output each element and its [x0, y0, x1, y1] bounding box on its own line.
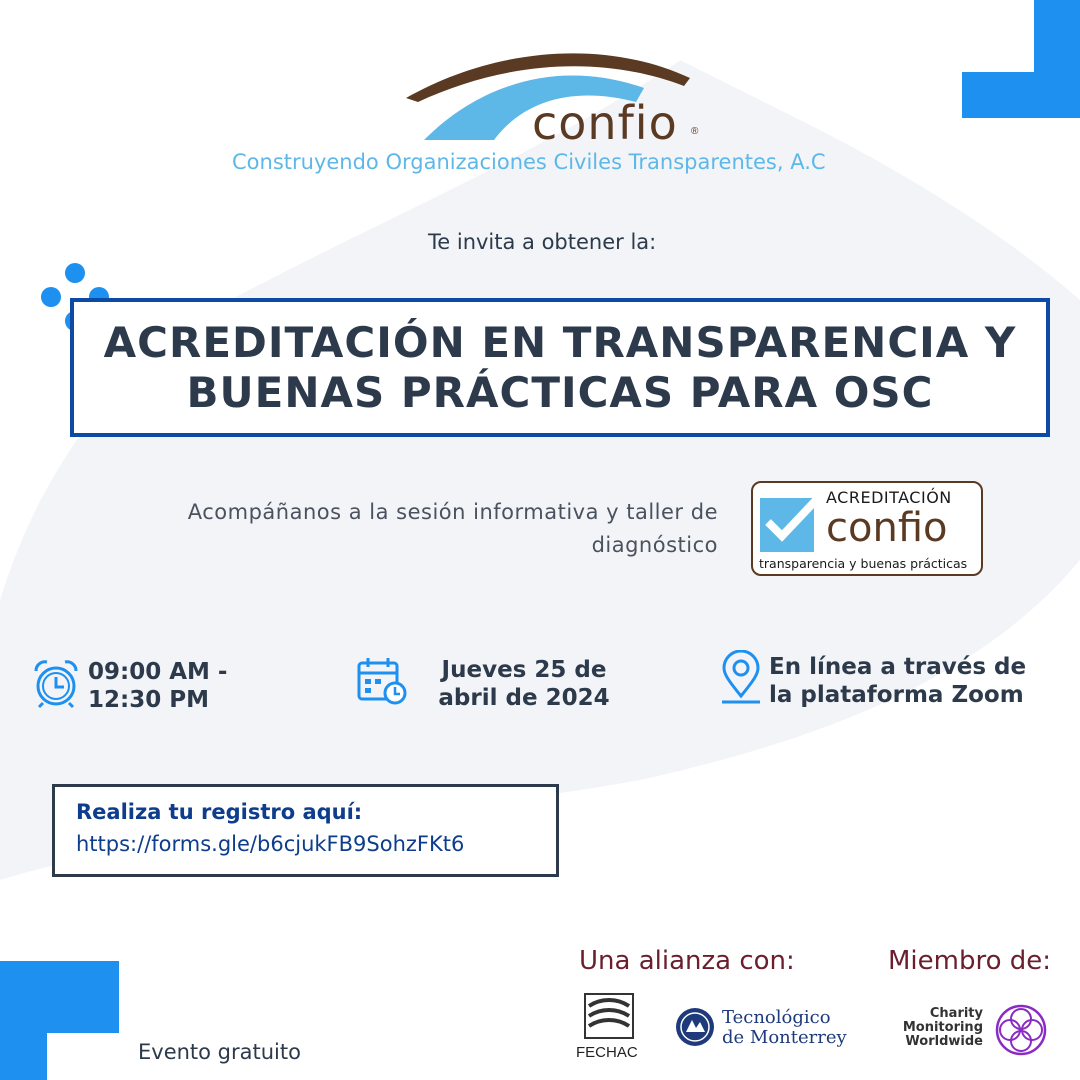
subtitle-line-1: Acompáñanos a la sesión informativa y taller de — [187, 500, 718, 524]
event-date — [432, 656, 616, 712]
subtitle-line-2: diagnóstico — [591, 533, 718, 557]
event-location-line-1: En línea a través de — [769, 654, 1027, 680]
corner-decoration-bottom-left-inner — [47, 1033, 119, 1080]
confio-logo-wordmark: confio — [532, 96, 678, 150]
tec-monterrey-label — [722, 1008, 847, 1048]
location-pin-icon — [720, 650, 762, 706]
fechac-label: FECHAC — [576, 1044, 638, 1061]
tec-line-1: Tecnológico — [722, 1007, 831, 1028]
badge-title: ACREDITACIÓN — [826, 488, 952, 507]
charity-monitoring-logo — [994, 1003, 1048, 1057]
invite-text: Te invita a obtener la: — [428, 230, 657, 254]
title-box — [70, 298, 1050, 437]
alliance-heading: Una alianza con: — [579, 946, 795, 976]
event-time-line-2: 12:30 PM — [88, 687, 209, 713]
charity-monitoring-label — [896, 1007, 983, 1049]
tec-line-2: de Monterrey — [722, 1027, 847, 1048]
alarm-clock-icon — [33, 659, 79, 709]
registration-box — [52, 784, 559, 877]
badge-brand: confio — [826, 505, 948, 551]
event-date-line-1: Jueves 25 de — [441, 657, 607, 683]
event-location — [769, 653, 1026, 709]
event-time — [88, 658, 227, 714]
title-line-2: BUENAS PRÁCTICAS PARA OSC — [186, 367, 934, 417]
organization-name: Construyendo Organizaciones Civiles Transparentes, A.C — [232, 150, 826, 174]
title-line-1: ACREDITACIÓN EN TRANSPARENCIA Y — [103, 317, 1017, 367]
event-location-line-2: la plataforma Zoom — [769, 682, 1024, 708]
calendar-icon — [357, 657, 407, 705]
tec-monterrey-seal — [674, 1006, 716, 1048]
free-event-label: Evento gratuito — [138, 1040, 301, 1064]
registered-mark: ® — [691, 126, 699, 137]
charity-line-1: Charity — [929, 1006, 983, 1021]
registration-label: Realiza tu registro aquí: — [76, 800, 363, 824]
badge-tagline: transparencia y buenas prácticas — [759, 556, 968, 571]
corner-decoration-top-right-inner — [962, 0, 1034, 72]
event-date-line-2: abril de 2024 — [438, 685, 610, 711]
subtitle — [100, 496, 718, 562]
fechac-logo — [583, 992, 635, 1040]
corner-decoration-bottom-left-2 — [0, 961, 119, 1033]
event-time-line-1: 09:00 AM - — [88, 659, 228, 685]
registration-link[interactable]: https://forms.gle/b6cjukFB9SohzFKt6 — [76, 832, 465, 856]
member-heading: Miembro de: — [888, 946, 1052, 976]
checkmark-icon — [760, 492, 822, 552]
charity-line-2: Monitoring — [902, 1020, 983, 1035]
charity-line-3: Worldwide — [905, 1034, 983, 1049]
